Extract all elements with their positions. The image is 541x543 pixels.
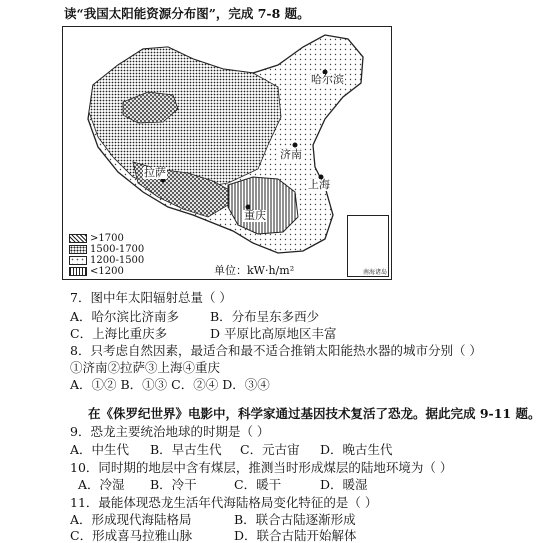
q7-option-a: A．哈尔滨比济南多 xyxy=(70,309,180,324)
legend-swatch-dense-dots xyxy=(69,245,87,254)
q8-options: A．①② B．①③ C．②④ D．③④ xyxy=(70,377,270,392)
q8-choices: ①济南②拉萨③上海④重庆 xyxy=(70,360,221,375)
q9-option-b: B．早古生代 xyxy=(150,442,222,457)
q10-option-b: B．冷干 xyxy=(150,477,197,492)
q9-option-d: D．晚古生代 xyxy=(320,442,393,457)
q9-option-a: A．中生代 xyxy=(70,442,130,457)
reading-instruction: 读“我国太阳能资源分布图”，完成 7-8 题。 xyxy=(64,6,310,21)
q9-option-c: C．元古宙 xyxy=(240,442,300,457)
map-unit-label: 单位：kW·h/m² xyxy=(214,264,295,277)
q9-stem: 9．恐龙主要统治地球的时期是（ ） xyxy=(70,424,270,439)
legend-swatch-sparse-dots xyxy=(69,256,87,265)
legend-item-under-1200: <1200 xyxy=(69,266,124,277)
section-intro-dinosaur: 在《侏罗纪世界》电影中，科学家通过基因技术复活了恐龙。据此完成 9-11 题。 xyxy=(88,406,541,421)
q8-stem: 8．只考虑自然因素，最适合和最不适合推销太阳能热水器的城市分别（ ） xyxy=(70,343,482,358)
q10-stem: 10．同时期的地层中含有煤层，推测当时形成煤层的陆地环境为（ ） xyxy=(70,460,453,475)
q7-stem: 7．图中年太阳辐射总量（ ） xyxy=(70,290,232,305)
inset-label: 南海诸岛 xyxy=(362,269,387,276)
q11-stem: 11．最能体现恐龙生活年代海陆格局变化特征的是（ ） xyxy=(70,495,378,510)
q10-option-c: C．暖干 xyxy=(234,477,282,492)
q11-option-b: B．联合古陆逐渐形成 xyxy=(234,512,356,527)
legend-item-1500-1700: 1500-1700 xyxy=(69,244,144,255)
city-label-lhasa: 拉萨 xyxy=(144,166,166,179)
q7-option-c: C．上海比重庆多 xyxy=(70,326,168,341)
legend-swatch-crosshatch xyxy=(69,234,87,243)
q7-option-b: B．分布呈东多西少 xyxy=(210,309,320,324)
city-label-shanghai: 上海 xyxy=(308,178,330,191)
legend-swatch-vertical-lines xyxy=(69,267,87,276)
legend-item-1200-1500: 1200-1500 xyxy=(69,255,144,266)
solar-resource-map xyxy=(62,26,392,280)
legend-item-over-1700: >1700 xyxy=(69,233,124,244)
q10-option-d: D．暖湿 xyxy=(320,477,368,492)
q11-option-a: A．形成现代海陆格局 xyxy=(70,512,192,527)
city-label-harbin: 哈尔滨 xyxy=(311,73,344,86)
q7-option-d: D 平原比高原地区丰富 xyxy=(210,326,337,341)
q10-option-a: A．冷湿 xyxy=(78,477,125,492)
q11-option-d: D．联合古陆开始解体 xyxy=(234,528,357,543)
q11-option-c: C．形成喜马拉雅山脉 xyxy=(70,528,193,543)
jinan-dot xyxy=(293,143,298,148)
city-label-chongqing: 重庆 xyxy=(244,209,266,222)
city-label-jinan: 济南 xyxy=(280,148,302,161)
